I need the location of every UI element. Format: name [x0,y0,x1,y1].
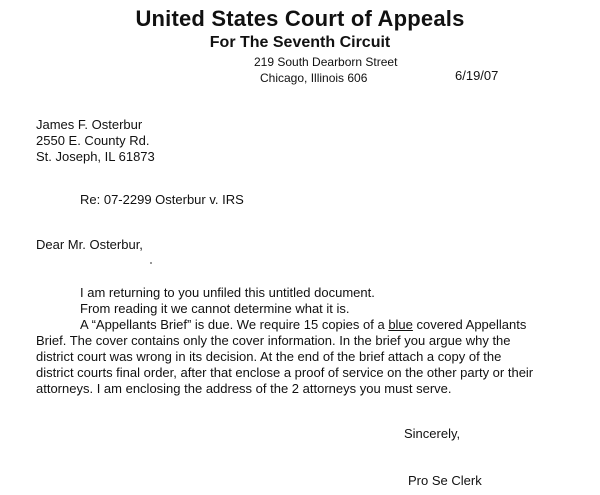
body-line-1: I am returning to you unfiled this untitled document. [80,285,375,300]
closing: Sincerely, [404,426,461,441]
body-line-7: attorneys. I am enclosing the address of the 2 attorneys you must serve. [36,381,452,396]
body-line-5: district court was wrong in its decision. At the end of the brief attach a copy of the [36,349,502,364]
court-name: United States Court of Appeals [135,6,465,31]
salutation: Dear Mr. Osterbur, [36,237,143,252]
court-street: 219 South Dearborn Street [254,55,398,69]
recipient-street: 2550 E. County Rd. [36,133,150,148]
body-line-6: district courts final order, after that enclose a proof of service on the other party or their [36,365,534,380]
scan-speck [150,262,152,264]
body-line-3-end: covered Appellants [412,317,527,332]
signer: Pro Se Clerk [408,473,482,488]
recipient-city: St. Joseph, IL 61873 [36,149,155,164]
court-city: Chicago, Illinois 606 [260,71,368,85]
body-line-2: From reading it we cannot determine what it is. [80,301,350,316]
blue-underlined-word: blue [388,317,413,332]
recipient-name: James F. Osterbur [36,117,143,132]
circuit-name: For The Seventh Circuit [209,34,391,51]
body-line-3-start: A “Appellants Brief” is due. We require 15 copies of a [80,317,389,332]
body-line-4: Brief. The cover contains only the cover information. In the brief you argue why the [36,333,511,348]
body-line-3 [80,317,526,332]
letter-date: 6/19/07 [455,68,499,83]
re-line: Re: 07-2299 Osterbur v. IRS [80,192,244,207]
